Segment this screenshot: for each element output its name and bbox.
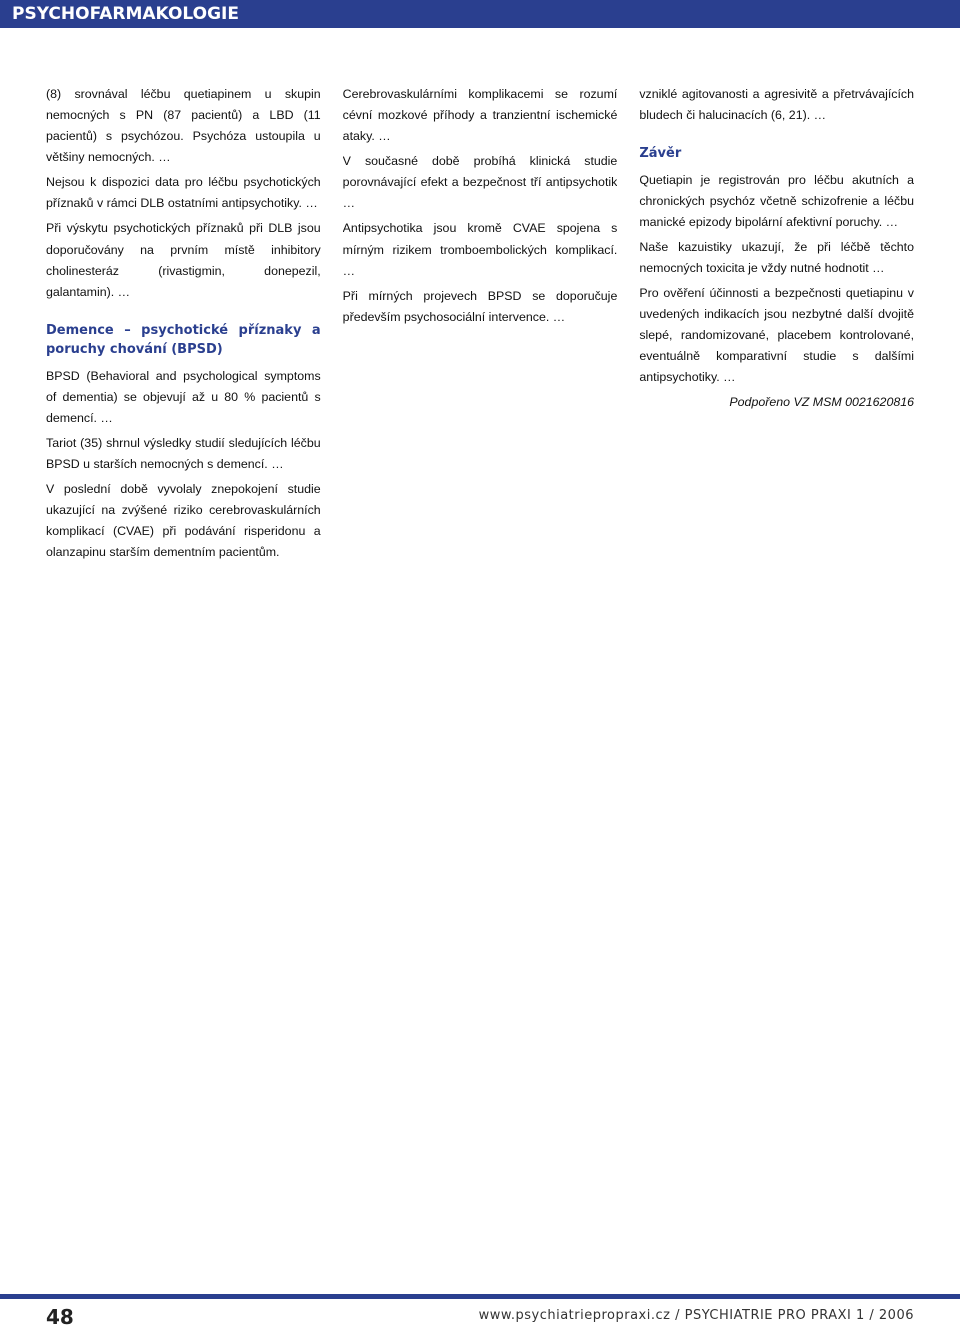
column-1 xyxy=(46,84,321,1264)
paragraph: Při mírných projevech BPSD se doporučuje především psychosociální intervence. … xyxy=(342,288,618,324)
footer-bar xyxy=(0,1294,960,1299)
paragraph: Při výskytu psychotických příznaků při DLB jsou doporučovány na prvním místě inhibitory cholinesteráz (rivastigmin, donepezil, galantamin). … xyxy=(46,221,321,299)
section-title: PSYCHOFARMAKOLOGIE xyxy=(12,4,239,24)
paragraph: Tariot (35) shrnul výsledky studií sledujících léčbu BPSD u starších nemocných s demencí. … xyxy=(46,436,321,472)
paragraph: vzniklé agitovanosti a agresivitě a přetrvávajících bludech či halucinacích (6, 21). … xyxy=(639,87,915,123)
column-2 xyxy=(343,84,618,1264)
paragraph: Nejsou k dispozici data pro léčbu psychotických příznaků v rámci DLB ostatními antipsychotiky. … xyxy=(46,175,321,211)
paragraph: Antipsychotika jsou kromě CVAE spojena s mírným rizikem tromboembolických komplikací. … xyxy=(342,221,618,278)
article-body xyxy=(46,84,914,1264)
paragraph: Pro ověření účinnosti a bezpečnosti quetiapinu v uvedených indikacích jsou nezbytné další dvojitě slepé, randomizované, placebem kontrolované, eventuálně komparativní studie s dalšími antipsychotiky. … xyxy=(639,286,915,385)
paragraph: Cerebrovaskulárními komplikacemi se rozumí cévní mozkové příhody a tranzientní ischemické ataky. … xyxy=(342,87,618,144)
header-bar xyxy=(0,0,960,28)
column-3 xyxy=(639,84,914,1264)
paragraph: Naše kazuistiky ukazují, že při léčbě těchto nemocných toxicita je vždy nutné hodnotit … xyxy=(639,239,915,275)
paragraph: BPSD (Behavioral and psychological symptoms of dementia) se objevují až u 80 % pacientů s demencí. … xyxy=(46,368,321,425)
journal-info: www.psychiatriepropraxi.cz / PSYCHIATRIE PRO PRAXI 1 / 2006 xyxy=(478,1308,914,1323)
bpsd-heading: Demence – psychotické příznaky a poruchy chování (BPSD) xyxy=(46,322,321,358)
footer xyxy=(0,1294,960,1332)
page-number: 48 xyxy=(46,1305,74,1329)
paragraph: V současné době probíhá klinická studie porovnávající efekt a bezpečnost tří antipsychotik … xyxy=(342,154,618,211)
conclusion-heading: Závěr xyxy=(639,146,682,162)
funding-note: Podpořeno VZ MSM 0021620816 xyxy=(729,395,915,410)
paragraph: Quetiapin je registrován pro léčbu akutních a chronických psychóz včetně schizofrenie a léčbu manické epizody bipolární afektivní poruchy. … xyxy=(639,172,915,229)
paragraph: V poslední době vyvolaly znepokojení studie ukazující na zvýšené riziko cerebrovaskulárních komplikací (CVAE) při podávání risperidonu a olanzapinu starším dementním pacientům. xyxy=(46,482,321,560)
paragraph: (8) srovnával léčbu quetiapinem u skupin nemocných s PN (87 pacientů) a LBD (11 pacientů) s psychózou. Psychóza ustoupila u většiny nemocných. … xyxy=(46,87,321,165)
